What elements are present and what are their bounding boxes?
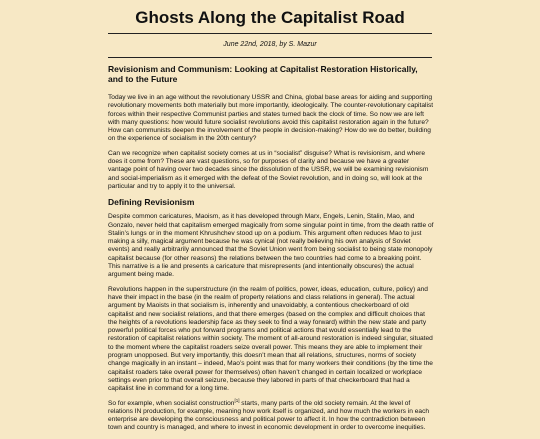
body-paragraph: Revolutions happen in the superstructure (in the realm of politics, power, ideas, education, culture, policy) and have their impact in the base (in the realm of property relations and class relations in general). The actual argument by Maoists in that socialism is, inherently and unavoidably, a contentious checkerboard of old capitalist and new socialist relations, and that there emerges (based on the complex and difficult choices that the heights of a revolutions leadership face as they seek to find a way forward) within the new state and party powerful political forces who put forward programs and political actions that would essentially lead to the restoration of capitalist relations within society. The moment of all-around restoration is indeed singular, situated to the moment where the capitalist roaders seize overall power. This means they are able to implement their program unopposed. But very importantly, this doesn’t mean that all relations, structures, norms of society change magically in an instant – indeed, Mao’s point was that for many workers their conditions (by the time the capitalist roaders take overall power for themselves) often haven’t changed in certain localized or workplace settings even prior to that overall seizure, because they labored in parts of that checkerboard that had a capitalist line in command for a long time. (108, 285, 433, 393)
top-divider (108, 33, 432, 34)
body-paragraph (108, 397, 434, 433)
post-title[interactable]: Revisionism and Communism: Looking at Capitalist Restoration Historically, and to the Future (108, 64, 418, 84)
intro-paragraph: Can we recognize when capitalist society comes at us in “socialist” disguise? What is revisionism, and where does it come from? These are vast questions, so for purposes of clarity and because we have a greater vantage point of having over two decades since the dissolution of the USSR, we will be examining revisionism and social-imperialism as it emerged with the defeat of the Soviet revolution, and in doing so, will look at the particular and try to apply it to the universal. (108, 149, 429, 190)
footnote-link[interactable]: [1] (234, 397, 240, 403)
paragraph-text: So for example, when socialist construction (108, 399, 235, 407)
intro-paragraph: Today we live in an age without the revolutionary USSR and China, global base areas for aiding and supporting revolutionary movements both materially but more importantly, ideologically. The counter-revolutionary capitalist forces within their respective Communist parties and states turned back the clock of time. So now we are left with many questions: how would future socialist revolutions avoid this capitalist restoration again in the future? How can communists deepen the involvement of the people in decision-making? How do we do better, building on the experience of socialism in the 20th century? (108, 94, 434, 143)
post-byline: June 22nd, 2018, by S. Mazur (223, 41, 317, 48)
site-title[interactable]: Ghosts Along the Capitalist Road (135, 8, 405, 27)
post-content (108, 64, 434, 439)
paragraph-text: starts, many parts of the old society remain. At the level of relations IN production, for example, meaning how work itself is organized, and how much the workers in each enterprise are developing the consciousness and political power to affect it. In how the contradiction between town and country is managed, and where to invest in economic development in order to overcome inequities. (108, 399, 430, 432)
body-paragraph: Despite common caricatures, Maoism, as it has developed through Marx, Engels, Lenin, Stalin, Mao, and Gonzalo, never held that capitalism emerged magically from some singular point in time, from the death rattle of Stalin’s lungs or in the moment Khrushchev stood up on a podium. This argument often reduces Mao to just making a silly, magical argument because he was cynical (not really believing his own analysis of Soviet events) and really arbitrarily announced that the Soviet Union went from being socialist to being state monopoly capitalist because (for other reasons) the relations between the two countries had come to a breaking point. This narrative is a lie and presents a caricature that misrepresents (and intentionally obscures) the actual argument being made. (108, 213, 434, 279)
bottom-divider (108, 57, 432, 58)
section-heading: Defining Revisionism (108, 197, 195, 208)
